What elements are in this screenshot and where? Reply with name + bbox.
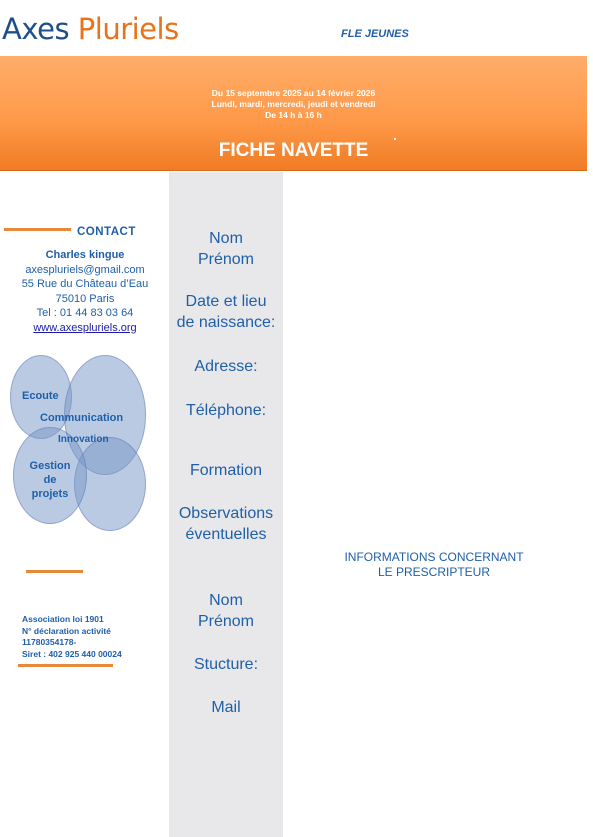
field-nom-prenom: Nom Prénom: [197, 230, 255, 268]
association-divider-top: [26, 570, 83, 573]
logo: [2, 12, 179, 46]
field-telephone: Téléphone:: [185, 402, 267, 419]
contact-block: [0, 248, 170, 335]
page-title: FICHE NAVETTE: [218, 140, 369, 161]
program-tag: FLE JEUNES: [341, 28, 409, 40]
dates-hours: De 14 h à 16 h: [265, 110, 322, 120]
prescripteur-heading: INFORMATIONS CONCERNANT LE PRESCRIPTEUR: [344, 550, 524, 579]
session-dates: [0, 88, 587, 121]
label-innovation: Innovation: [58, 434, 109, 445]
contact-email[interactable]: axespluriels@gmail.com: [25, 263, 145, 276]
label-gestion-de-projets: Gestion de projets: [29, 460, 71, 500]
association-info: Association loi 1901 N° déclaration activité 11780354178- Siret : 402 925 440 00024: [22, 614, 122, 659]
logo-word-axes: Axes: [2, 12, 78, 46]
contact-address-street: 55 Rue du Château d’Eau: [21, 278, 149, 290]
contact-website-link[interactable]: www.axespluriels.org: [33, 321, 137, 334]
logo-word-pluriels: Pluriels: [77, 12, 179, 46]
field-mail: Mail: [211, 699, 241, 716]
contact-heading: CONTACT: [77, 226, 136, 238]
field-observations: Observations éventuelles: [178, 505, 274, 543]
field-prescripteur-nom-prenom: Nom Prénom: [197, 592, 255, 630]
field-adresse: Adresse:: [194, 358, 258, 375]
dates-days: Lundi, mardi, mercredi, jeudi et vendredi: [211, 99, 376, 109]
field-formation: Formation: [189, 462, 263, 479]
contact-name: Charles kingue: [45, 249, 125, 261]
label-ecoute: Ecoute: [22, 390, 59, 402]
association-divider-bottom: [18, 664, 113, 667]
field-structure: Stucture:: [193, 656, 259, 673]
dates-range: Du 15 septembre 2025 au 14 février 2026: [211, 88, 376, 98]
header-banner: [0, 56, 587, 171]
label-communication: Communication: [40, 412, 124, 424]
contact-phone: Tel : 01 44 83 03 64: [36, 307, 134, 319]
contact-divider: [4, 228, 71, 231]
contact-address-city: 75010 Paris: [55, 292, 115, 305]
field-date-lieu-naissance: Date et lieu de naissance:: [176, 293, 276, 331]
